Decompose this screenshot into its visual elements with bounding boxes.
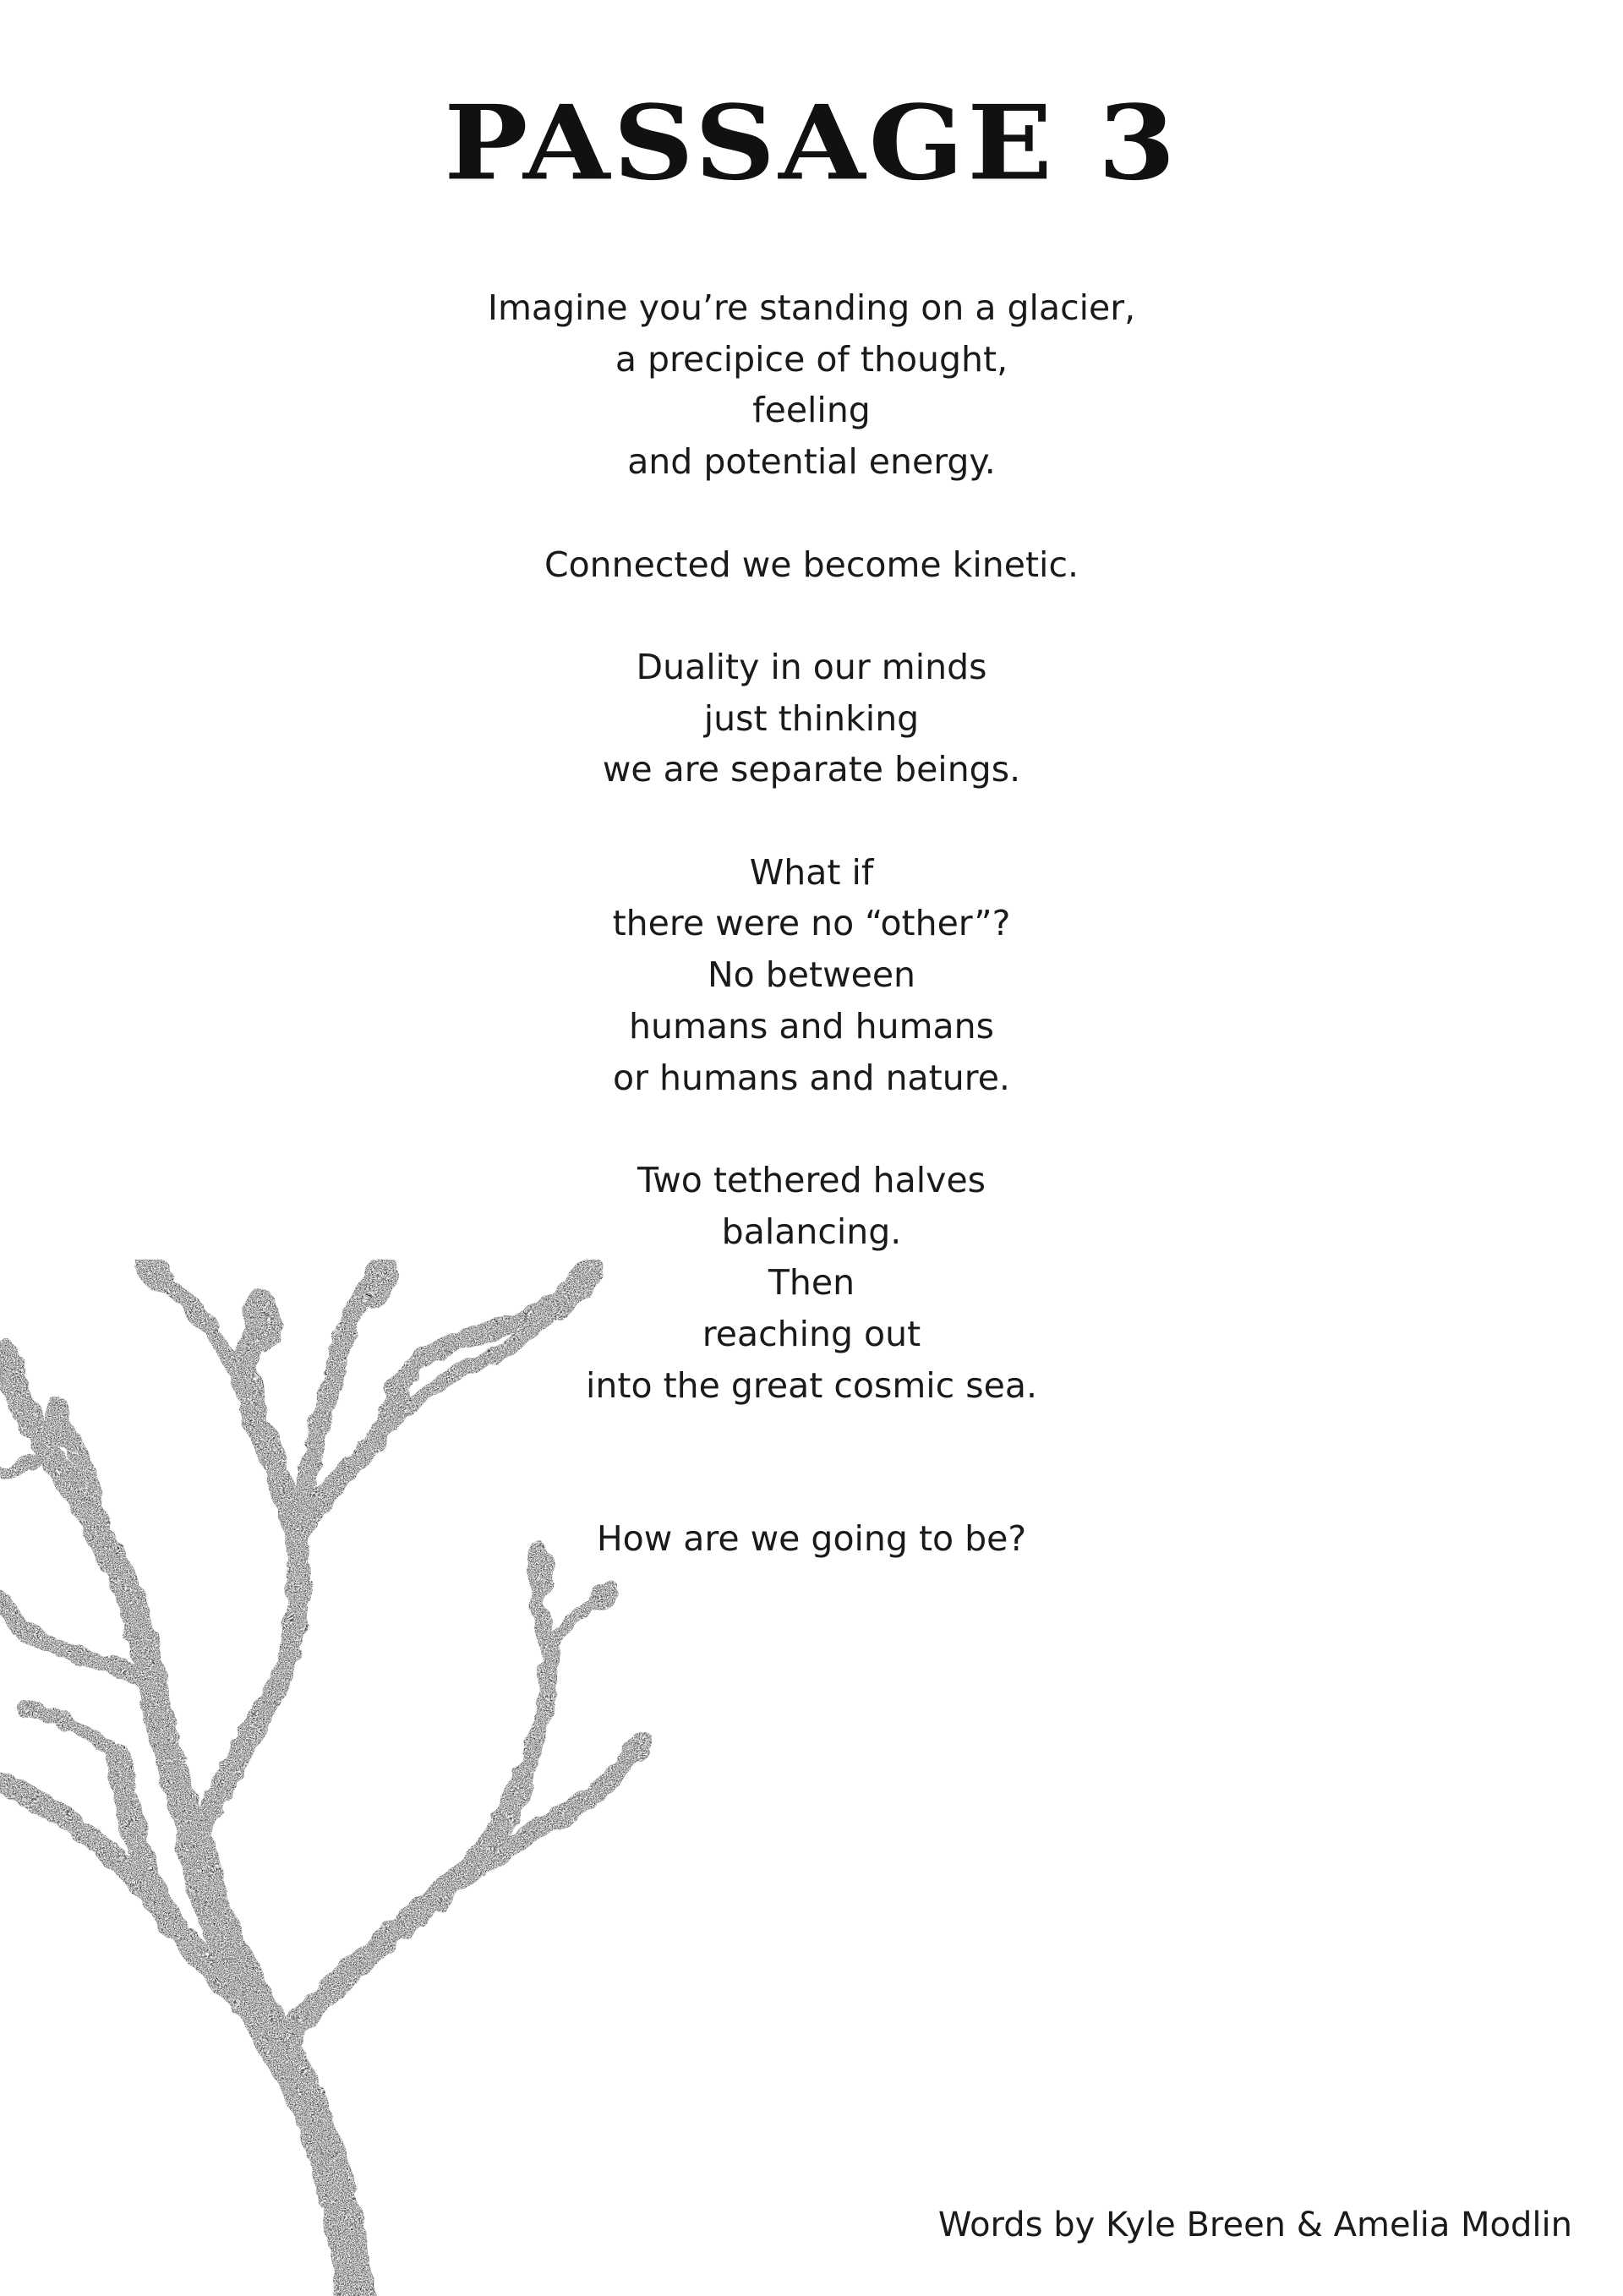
seaweed-branch [296, 1276, 380, 1539]
seaweed-branch [524, 1648, 549, 1775]
stanza-3 [0, 642, 1623, 795]
seaweed-branch [279, 1775, 524, 2046]
poem-line: into the great cosmic sea. [586, 1364, 1037, 1406]
poem-line: What if [749, 851, 874, 893]
poem-line: Duality in our minds [636, 646, 987, 687]
poem-line: No between [707, 954, 916, 996]
seaweed-print-illustration-icon [0, 1260, 659, 2296]
poem-line: and potential energy. [627, 441, 996, 483]
seaweed-tip [523, 1541, 559, 1596]
stanza-4 [0, 847, 1623, 1104]
seaweed-branch [0, 1454, 51, 1471]
seaweed-branch [194, 1843, 355, 2296]
poem-line: Connected we become kinetic. [544, 544, 1079, 585]
poem-line: balancing. [721, 1211, 902, 1252]
poem-line: a precipice of thought, [615, 338, 1008, 380]
poem-line: reaching out [702, 1314, 921, 1354]
credit-line: Words by Kyle Breen & Amelia Modlin [937, 2206, 1572, 2244]
stanza-1 [0, 282, 1623, 488]
page-title: PASSAGE 3 [444, 83, 1179, 204]
seaweed-branch [25, 1708, 118, 1758]
poem-line: Imagine you’re standing on a glacier, [487, 287, 1136, 328]
poem-line: Then [768, 1262, 855, 1304]
seaweed-branch [397, 1293, 566, 1386]
poem-line: feeling [752, 390, 871, 431]
seaweed-branch [246, 1319, 296, 1539]
poem-line: we are separate beings. [602, 749, 1021, 790]
poem-line: just thinking [703, 697, 920, 739]
poem-line: Two tethered halves [637, 1159, 986, 1200]
poem-line: humans and humans [629, 1005, 994, 1047]
seaweed-branch [194, 1539, 299, 1843]
poem-line: or humans and nature. [613, 1057, 1010, 1098]
stanza-2 [0, 539, 1623, 591]
poem-line: How are we going to be? [596, 1518, 1027, 1560]
poem-line: there were no “other”? [612, 903, 1011, 944]
